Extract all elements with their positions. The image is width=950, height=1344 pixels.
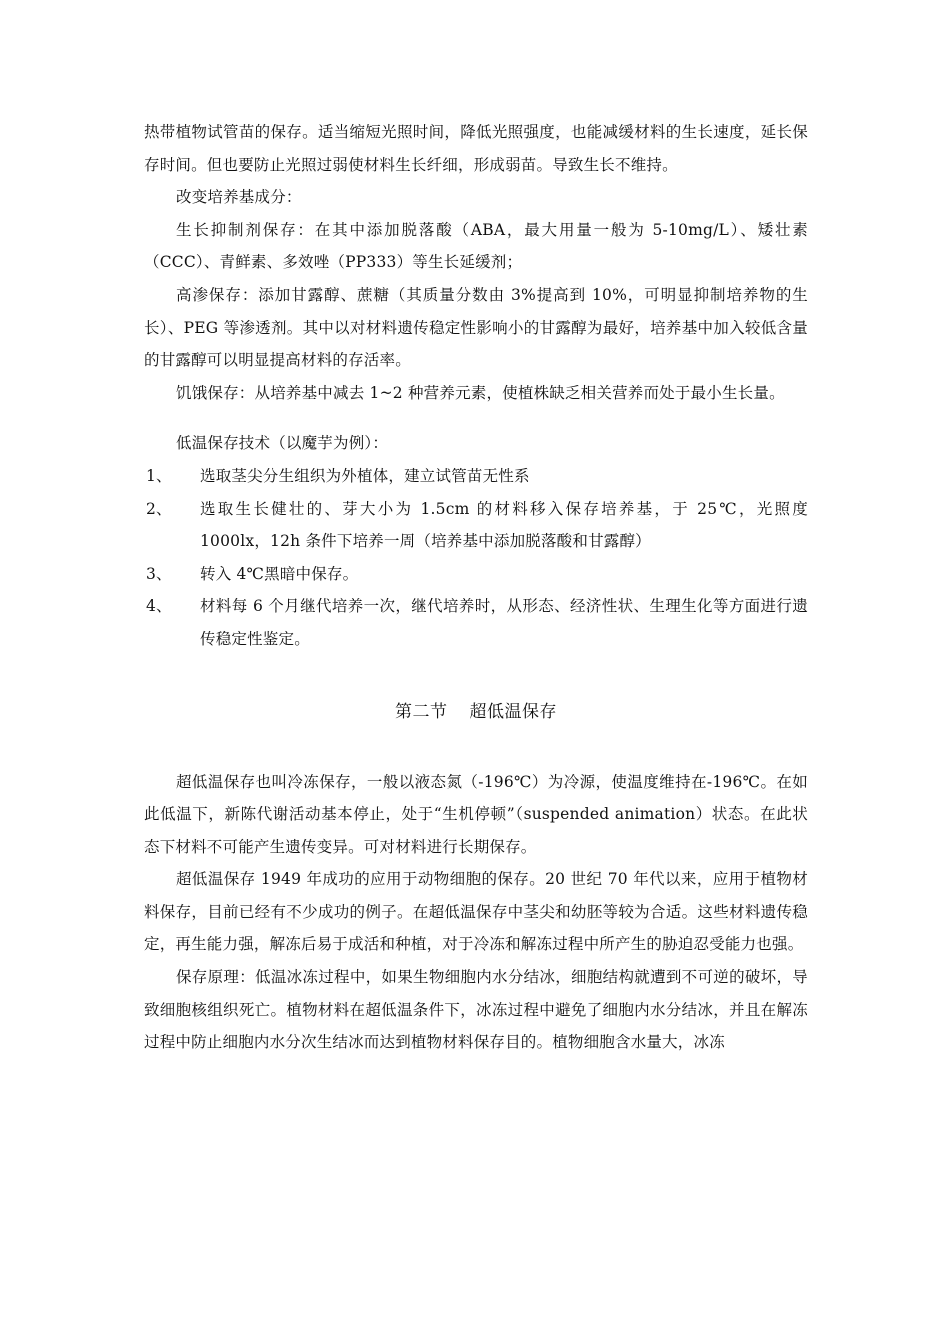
spacer <box>144 409 808 427</box>
list-item-text: 选取茎尖分生组织为外植体，建立试管苗无性系 <box>200 466 530 485</box>
list-item-number: 3、 <box>146 564 172 583</box>
section-number: 第二节 <box>395 701 448 722</box>
section-heading: 超低温保存 <box>469 701 557 722</box>
list-item-text: 材料每 6 个月继代培养一次，继代培养时，从形态、经济性状、生理生化等方面进行遗传稳定性鉴定。 <box>200 597 808 648</box>
list-item-number: 4、 <box>146 597 172 616</box>
list-item <box>144 460 808 493</box>
list-item <box>144 493 808 558</box>
list-item-number: 2、 <box>146 499 172 518</box>
list-item-text: 选取生长健壮的、芽大小为 1.5cm 的材料移入保存培养基，于 25℃，光照度 1000lx，12h 条件下培养一周（培养基中添加脱落酸和甘露醇） <box>200 499 808 551</box>
paragraph-cryo-history: 超低温保存 1949 年成功的应用于动物细胞的保存。20 世纪 70 年代以来，应用于植物材料保存，目前已经有不少成功的例子。在超低温保存中茎尖和幼胚等较为合适。这些材料遗传稳定，再生能力强，解冻后易于成活和种植，对于冷冻和解冻过程中所产生的胁迫忍受能力也强。 <box>144 870 808 954</box>
paragraph-cryo-principle: 保存原理：低温冰冻过程中，如果生物细胞内水分结冰，细胞结构就遭到不可逆的破坏，导致细胞核组织死亡。植物材料在超低温条件下，冰冻过程中避免了细胞内水分结冰，并且在解冻过程中防止细胞内水分次生结冰而达到植物材料保存目的。植物细胞含水量大，冰冻 <box>144 968 808 1052</box>
paragraph-medium-change: 改变培养基成分： <box>176 188 302 207</box>
low-temp-heading: 低温保存技术（以魔芋为例）： <box>176 434 389 453</box>
list-item-text: 转入 4℃黑暗中保存。 <box>200 564 359 583</box>
paragraph-light-storage: 热带植物试管苗的保存。适当缩短光照时间，降低光照强度，也能减缓材料的生长速度，延长保存时间。但也要防止光照过弱使材料生长纤细，形成弱苗。导致生长不维持。 <box>144 123 808 174</box>
steps-list <box>144 460 808 656</box>
paragraph-cryo-intro: 超低温保存也叫冷冻保存，一般以液态氮（-196℃）为冷源，使温度维持在-196℃。在如此低温下，新陈代谢活动基本停止，处于“生机停顿”（suspended animation）状态。在此状态下材料不可能产生遗传变异。可对材料进行长期保存。 <box>144 772 808 856</box>
paragraph-growth-inhibitor: 生长抑制剂保存：在其中添加脱落酸（ABA，最大用量一般为 5-10mg/L）、矮壮素（CCC）、青鲜素、多效唑（PP333）等生长延缓剂； <box>144 220 808 272</box>
list-item <box>144 558 808 591</box>
paragraph-osmotic-storage: 高渗保存：添加甘露醇、蔗糖（其质量分数由 3%提高到 10%，可明显抑制培养物的生长）、PEG 等渗透剂。其中以对材料遗传稳定性影响小的甘露醇为最好，培养基中加入较低含量的甘露醇可以明显提高材料的存活率。 <box>144 285 808 370</box>
list-item <box>144 590 808 655</box>
section-title <box>144 696 808 728</box>
paragraph-starvation-storage: 饥饿保存：从培养基中减去 1~2 种营养元素，使植株缺乏相关营养而处于最小生长量。 <box>176 383 785 402</box>
list-item-number: 1、 <box>146 466 172 485</box>
document-page <box>144 116 808 1059</box>
